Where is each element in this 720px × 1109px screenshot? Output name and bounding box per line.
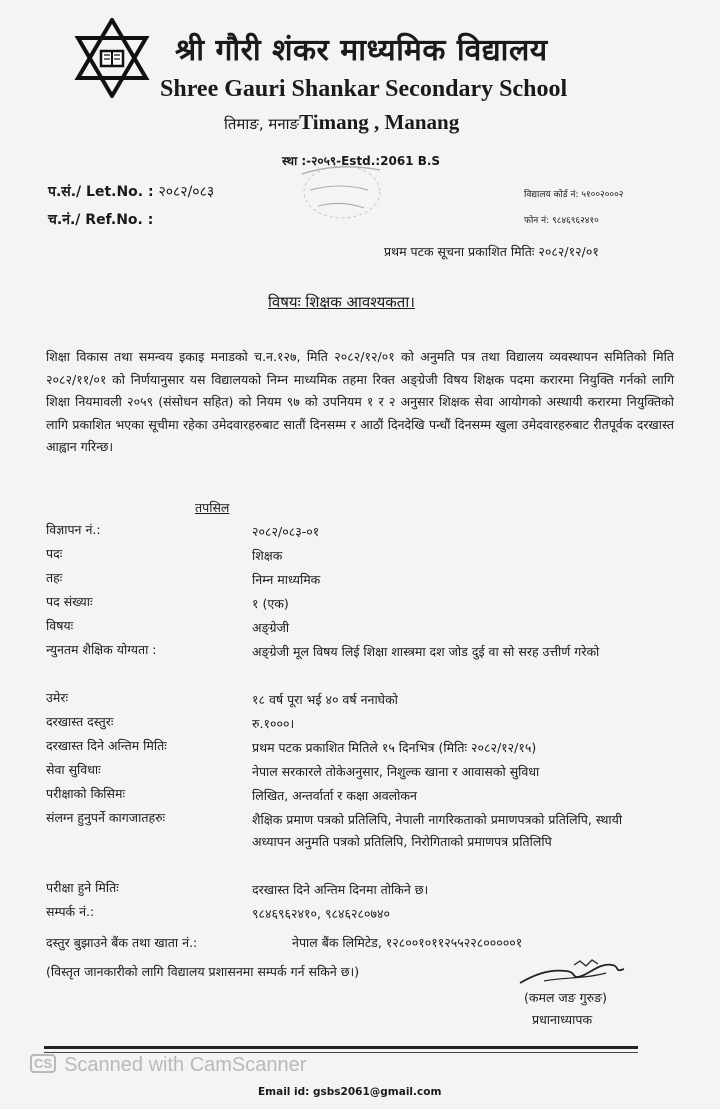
detail-value: लिखित, अन्तर्वार्ता र कक्षा अवलोकन [252, 788, 417, 803]
detail-value: नेपाल सरकारले तोकेअनुसार, निशुल्क खाना र आवासको सुविधा [252, 764, 540, 779]
detail-label: संलग्न हुनुपर्ने कागजातहरुः [46, 810, 166, 825]
footer-divider-thin [44, 1052, 638, 1053]
detail-label: पदः [46, 546, 63, 561]
school-address [224, 110, 459, 135]
detail-label: विषयः [46, 618, 74, 633]
camscanner-icon: CS [30, 1054, 56, 1073]
detail-value: दरखास्त दिने अन्तिम दिनमा तोकिने छ। [252, 882, 429, 897]
detail-value: शिक्षक [252, 548, 283, 563]
detail-value: निम्न माध्यमिक [252, 572, 321, 587]
detail-label: दरखास्त दस्तुरः [46, 714, 114, 729]
details-heading: तपसिल [195, 500, 230, 515]
detail-value: १ (एक) [252, 596, 289, 611]
signatory-title: प्रधानाध्यापक [532, 1012, 593, 1027]
address-nepali: तिमाङ, मनाङ [224, 115, 300, 133]
footer-divider [44, 1046, 638, 1049]
reference-number-label: च.नं./ Ref.No. : [48, 212, 154, 228]
publish-date: प्रथम पटक सूचना प्रकाशित मितिः २०८२/१२/०१ [384, 244, 599, 259]
subject-heading: विषयः शिक्षक आवश्यकता। [268, 293, 415, 311]
school-seal-stamp-icon [298, 160, 384, 222]
school-title-nepali: श्री गौरी शंकर माध्यमिक विद्यालय [175, 33, 548, 68]
detail-label: विज्ञापन नं.: [46, 522, 101, 537]
detail-value: अङ्ग्रेजी मूल विषय लिई शिक्षा शास्त्रमा दश जोड दुई वा सो सरह उत्तीर्ण गरेको [252, 644, 600, 659]
established-line: स्था :-२०५९-Estd.:2061 B.S [282, 154, 441, 168]
detail-label: उमेरः [46, 690, 68, 705]
detail-value: प्रथम पटक प्रकाशित मितिले १५ दिनभित्र (मितिः २०८२/१२/१५) [252, 740, 537, 755]
footer-email: Email id: gsbs2061@gmail.com [258, 1086, 442, 1098]
detail-label: दरखास्त दिने अन्तिम मितिः [46, 738, 167, 753]
detail-value: ९८४६९६२४१०, ९८४६२८०७४० [252, 906, 390, 921]
detail-value: रु.१०००। [252, 716, 295, 731]
detail-label: सेवा सुविधाः [46, 762, 101, 777]
detail-label: सम्पर्क नं.: [46, 904, 95, 919]
school-phone: फोन नं: ९८४६९६२४१० [524, 216, 599, 226]
school-code: विद्यालय कोर्ड नं: ५१००२०००२ [524, 190, 624, 200]
bank-label: दस्तुर बुझाउने बैंक तथा खाता नं.: [46, 935, 198, 950]
bank-account-value: नेपाल बैंक लिमिटेड, १२८००१०११२५५२२८०००००१ [292, 935, 523, 950]
detail-label: तहः [46, 570, 63, 585]
detail-label: परीक्षा हुने मितिः [46, 880, 119, 895]
letter-number-value: २०८२/०८३ [158, 184, 215, 200]
letter-number [48, 182, 214, 201]
detail-value: २०८२/०८३-०१ [252, 524, 320, 539]
school-title-english: Shree Gauri Shankar Secondary School [160, 76, 568, 102]
camscanner-text: Scanned with CamScanner [64, 1054, 307, 1076]
signatory-name: (कमल जङ गुरुङ) [524, 990, 607, 1005]
info-note: (विस्तृत जानकारीको लागि विद्यालय प्रशासनमा सम्पर्क गर्न सकिने छ।) [46, 964, 360, 979]
signature-icon [514, 955, 632, 989]
detail-value: १८ वर्ष पूरा भई ४० वर्ष ननाघेको [252, 692, 398, 707]
camscanner-watermark [30, 1054, 306, 1077]
address-english: Timang , Manang [299, 110, 460, 134]
school-logo-icon [74, 18, 150, 98]
detail-value: अङ्ग्रेजी [252, 620, 290, 635]
detail-label: न्युनतम शैक्षिक योग्यता : [46, 642, 157, 657]
detail-value: शैक्षिक प्रमाण पत्रको प्रतिलिपि, नेपाली नागरिकताको प्रमाणपत्रको प्रतिलिपि, स्थायी अध्यापन अनुमति पत्रको प्रतिलिपि, निरोगिताको प्रमाणपत्र प्रतिलिपि [252, 812, 623, 849]
detail-label: परीक्षाको किसिमः [46, 786, 125, 801]
body-paragraph: शिक्षा विकास तथा समन्वय इकाइ मनाडको च.न.१२७, मिति २०८२/१२/०१ को अनुमति पत्र तथा विद्यालय व्यवस्थापन समितिको मिति २०८२/११/०१ को निर्णयानुसार यस विद्यालयको निम्न माध्यमिक तहमा रिक्त अङ्ग्रेजी विषय शिक्षक पदमा करारमा नियुक्ति गर्नको लागि शिक्षा नियमावली २०५९ (संसोधन सहित) को नियम ९७ को उपनियम १ र २ अनुसार शिक्षक सेवा आयोगको अस्थायी करारमा नियुक्तिको लागि प्रकाशित भएका सूचीमा रहेका उमेदवारहरुबाट सातौं दिनसम्म र आठौं दिनदेखि पन्धौं दिनसम्म खुला उमेदवारहरुबाट रीतपूर्वक दरखास्त आह्वान गरिन्छ। [46, 349, 674, 454]
letter-number-label: प.सं./ Let.No. : [48, 184, 154, 200]
detail-label: पद संख्याः [46, 594, 93, 609]
